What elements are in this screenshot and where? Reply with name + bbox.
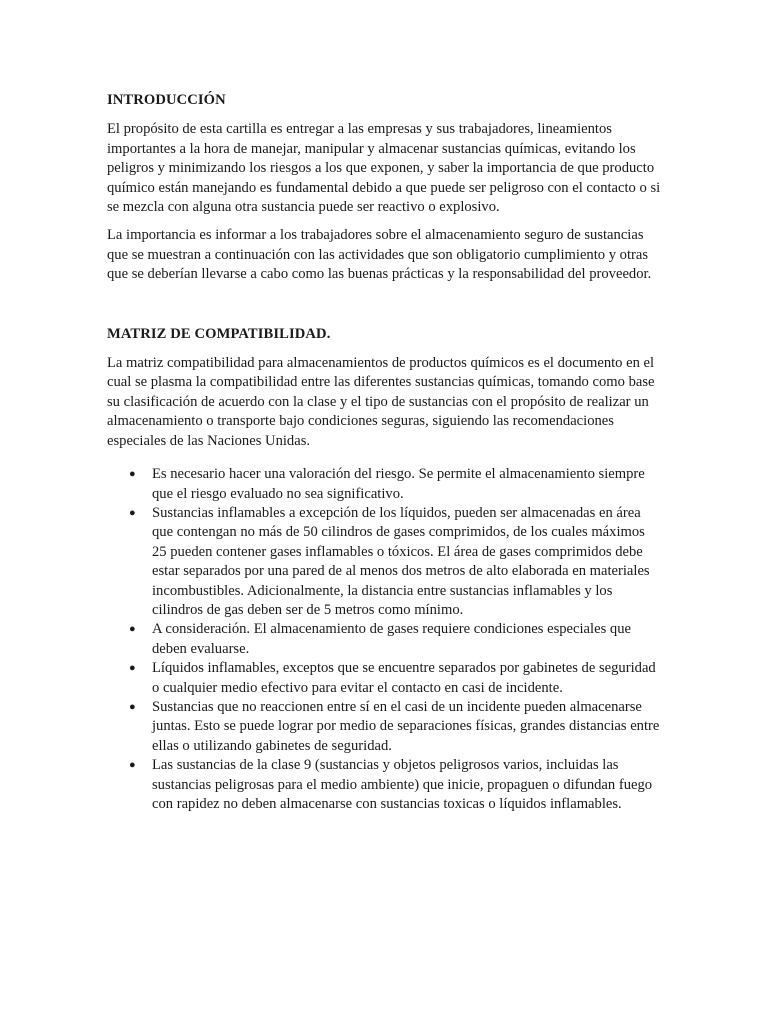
list-item (107, 504, 663, 620)
list-item-text: Las sustancias de la clase 9 (sustancias y objetos peligrosos varios, incluidas las sustancias peligrosas para el medio ambiente) que inicie, propaguen o difundan fuego con rapidez no deben almacenarse con sustancias toxicas o líquidos inflamables. (152, 757, 653, 812)
matrix-heading: MATRIZ DE COMPATIBILIDAD. (107, 325, 331, 342)
list-item-text: Sustancias inflamables a excepción de los líquidos, pueden ser almacenadas en área que contengan no más de 50 cilindros de gases comprimidos, de los cuales máximos 25 pueden contener gases inflamables o tóxicos. El área de gases comprimidos debe estar separados por una pared de al menos dos metros de alto elaborada en materiales incombustibles. Adicionalmente, la distancia entre sustancias inflamables y los cilindros de gas deben ser de 5 metros como mínimo. (152, 504, 650, 618)
list-item (107, 698, 663, 756)
list-item-text: A consideración. El almacenamiento de gases requiere condiciones especiales que deben evaluarse. (152, 621, 631, 657)
intro-heading: INTRODUCCIÓN (107, 92, 226, 108)
list-item (107, 756, 663, 814)
bullet-icon: ● (129, 759, 136, 772)
intro-paragraph-2: La importancia es informar a los trabajadores sobre el almacenamiento seguro de sustancias que se muestran a continuación con las actividades que son obligatorio cumplimiento y otras que se deberían llevarse a cabo como las buenas prácticas y la responsabilidad del proveedor. (107, 227, 652, 283)
list-item-text: Es necesario hacer una valoración del riesgo. Se permite el almacenamiento siempre que el riesgo evaluado no sea significativo. (152, 466, 645, 502)
bullet-icon: ● (129, 506, 136, 519)
list-item (107, 659, 663, 698)
document-page (107, 91, 663, 814)
list-item (107, 465, 663, 504)
list-item-text: Líquidos inflamables, exceptos que se encuentre separados por gabinetes de seguridad o cualquier medio efectivo para evitar el contacto en casi de incidente. (152, 660, 656, 696)
intro-paragraph-1: El propósito de esta cartilla es entregar a las empresas y sus trabajadores, lineamientos importantes a la hora de manejar, manipular y almacenar sustancias químicas, evitando los peligros y minimizando los riesgos a los que exponen, y saber la importancia de que producto químico están manejando es fundamental debido a que puede ser peligroso con el contacto o si se mezcla con alguna otra sustancia puede ser reactivo o explosivo. (107, 121, 661, 216)
matrix-paragraph: La matriz compatibilidad para almacenamientos de productos químicos es el documento en el cual se plasma la compatibilidad entre las diferentes sustancias químicas, tomando como base su clasificación de acuerdo con la clase y el tipo de sustancias con el propósito de realizar un almacenamiento o transporte bajo condiciones seguras, siguiendo las recomendaciones especiales de las Naciones Unidas. (107, 355, 655, 449)
list-item-text: Sustancias que no reaccionen entre sí en el casi de un incidente pueden almacenarse juntas. Esto se puede lograr por medio de separaciones físicas, grandes distancias entre ellas o utilizando gabinetes de seguridad. (152, 698, 660, 754)
bullet-icon: ● (129, 700, 136, 713)
list-item (107, 620, 663, 659)
recommendations-list (107, 465, 663, 814)
bullet-icon: ● (129, 662, 136, 675)
bullet-icon: ● (129, 468, 136, 481)
bullet-icon: ● (129, 623, 136, 636)
